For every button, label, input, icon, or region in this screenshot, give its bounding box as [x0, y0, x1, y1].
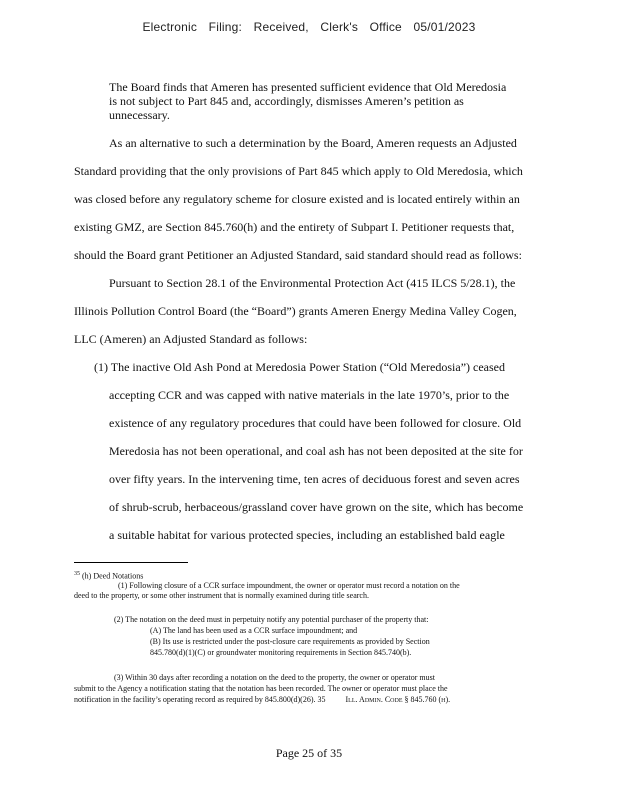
footnote-line: (1) Following closure of a CCR surface impoundment, the owner or operator must record a notation on the [118, 581, 460, 590]
footnote-line: 845.780(d)(1)(C) or groundwater monitoring requirements in Section 845.740(b). [150, 648, 412, 657]
item-1-line: (1) The inactive Old Ash Pond at Meredosia Power Station (“Old Meredosia”) ceased [94, 360, 505, 374]
item-1-line: existence of any regulatory procedures that could have been followed for closure. Old [109, 416, 522, 430]
footnote-citation: Ill. Admin. Code § 845.760 (h). [345, 695, 451, 704]
item-1-line: a suitable habitat for various protected species, including an established bald eagle [109, 528, 505, 542]
header-word: Electronic [142, 20, 198, 34]
header-word: Received, [253, 20, 309, 34]
alt-paragraph-line: should the Board grant Petitioner an Adjusted Standard, said standard should read as follows: [74, 248, 522, 262]
board-finding-paragraph: The Board finds that Ameren has presented sufficient evidence that Old Meredosia is not subject to Part 845 and, accordingly, dismisses Ameren’s petition as unnecessary. [109, 80, 507, 122]
footnote-line: submit to the Agency a notification stating that the notation has been recorded. The owner or operator must place the [74, 684, 448, 693]
footnote-line: (A) The land has been used as a CCR surface impoundment; and [150, 626, 358, 635]
alt-paragraph-line: existing GMZ, are Section 845.760(h) and the entirety of Subpart I. Petitioner requests that, [74, 220, 515, 234]
footnote-heading [74, 569, 143, 582]
header-word: Filing: [208, 20, 243, 34]
alt-paragraph-line: was closed before any regulatory scheme for closure existed and is located entirely within an [74, 192, 520, 206]
adjusted-standard-line: Illinois Pollution Control Board (the “Board”) grants Ameren Energy Medina Valley Cogen, [74, 304, 517, 318]
footnote-marker: 35 [74, 571, 80, 577]
footnote-marker-inline: 35 [317, 695, 326, 704]
footnote-line: deed to the property, or some other instrument that is normally examined during title search. [74, 591, 369, 600]
footnote-last-line [74, 695, 450, 705]
page-number: Page 25 of 35 [275, 746, 343, 760]
filing-header [0, 20, 618, 34]
alt-paragraph-line: Standard providing that the only provisions of Part 845 which apply to Old Meredosia, which [74, 164, 523, 178]
header-word: Office [369, 20, 402, 34]
item-1-line: Meredosia has not been operational, and coal ash has not been deposited at the site for [109, 444, 523, 458]
footnote-text: notification in the facility’s operating record as required by 845.800(d)(26). [74, 695, 316, 704]
item-1-line: over fifty years. In the intervening time, ten acres of deciduous forest and seven acres [109, 472, 520, 486]
footnote-line: (B) Its use is restricted under the post-closure care requirements as provided by Section [150, 637, 430, 646]
header-word: Clerk's [320, 20, 359, 34]
item-1-line: of shrub-scrub, herbaceous/grassland cover have grown on the site, which has become [109, 500, 524, 514]
footnote-title: (h) Deed Notations [82, 571, 144, 581]
adjusted-standard-line: Pursuant to Section 28.1 of the Environmental Protection Act (415 ILCS 5/28.1), the [109, 276, 516, 290]
header-date: 05/01/2023 [413, 20, 476, 34]
alt-paragraph-line: As an alternative to such a determination by the Board, Ameren requests an Adjusted [109, 136, 517, 150]
footnote-line: (2) The notation on the deed must in perpetuity notify any potential purchaser of the property that: [114, 615, 429, 624]
footnote-separator [74, 562, 188, 563]
item-1-line: accepting CCR and was capped with native materials in the late 1970’s, prior to the [109, 388, 510, 402]
footnote-line: (3) Within 30 days after recording a notation on the deed to the property, the owner or operator must [114, 673, 435, 682]
adjusted-standard-line: LLC (Ameren) an Adjusted Standard as follows: [74, 332, 308, 346]
